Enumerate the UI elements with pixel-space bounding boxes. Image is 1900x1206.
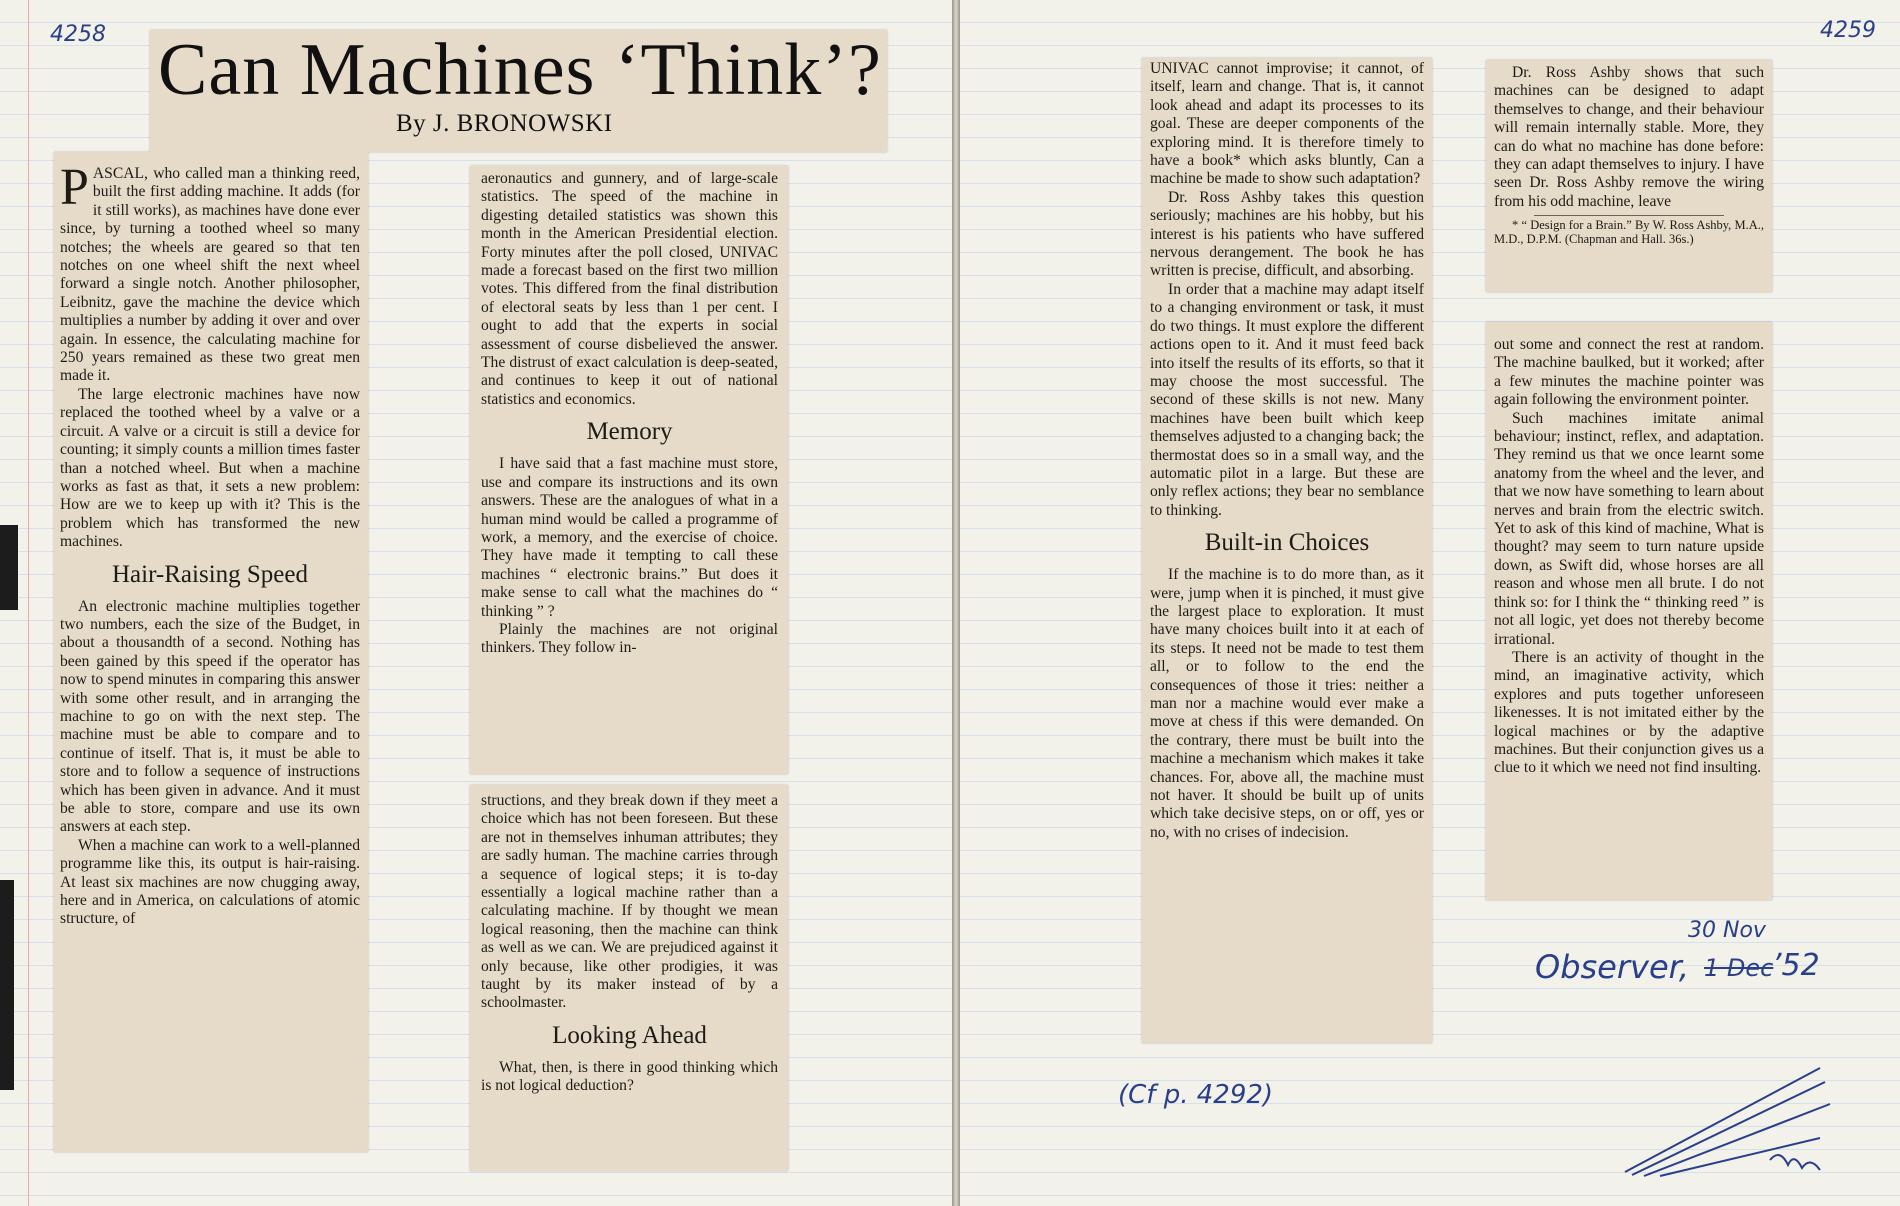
paragraph	[60, 159, 360, 386]
column-2-top	[481, 170, 778, 658]
right-page	[960, 0, 1900, 1206]
paragraph: What, then, is there in good thinking which is not logical deduction?	[481, 1058, 778, 1095]
paragraph: UNIVAC cannot improvise; it cannot, of itself, learn and change. That is, it cannot look ahead and adapt its processes to its goal. These are deeper components of the exploring mind. It is therefore timely to have a book* which asks bluntly, Can a machine be made to show such adaptation?	[1150, 60, 1424, 188]
column-2-bottom	[481, 792, 778, 1096]
binding-tab	[0, 880, 14, 1090]
paragraph: Plainly the machines are not original thinkers. They follow in-	[481, 620, 778, 657]
article-title: Can Machines ‘Think’?	[158, 29, 882, 111]
paragraph: If the machine is to do more than, as it were, jump when it is pinched, it must give the largest place to exploration. It must have many choices built into it at each of its steps. It need not be made to test them all, or to follow to the end the consequences of those it tries: neither a man nor a machine would ever make a move at chess if this were demanded. On the contrary, there must be built into the machine a mechanism which makes it take chances. For, above all, the machine must not haver. It should be built up of units which take decisive steps, on or off, yes or no, with no crises of indecision.	[1150, 566, 1424, 841]
section-heading: Memory	[586, 418, 673, 446]
margin-rule	[28, 0, 29, 1206]
paragraph: Such machines imitate animal behaviour; instinct, reflex, and adaptation. They remind us that we once learnt some anatomy from the wheel and the lever, and that we now have something to learn about nerves and brain from the electric switch. Yet to ask of this kind of machine, What is thought? may seem to turn nature upside down, as Swift did, whose horses are all reason and whose men all brute. I do not think so: for I think the “ thinking reed ” is not all logic, yet does not thereby become irrational.	[1494, 409, 1764, 648]
paragraph: out some and connect the rest at random. The machine baulked, but it worked; after a few minutes the machine pointer was again following the environment pointer.	[1494, 336, 1764, 409]
paragraph: I have said that a fast machine must store, use and compare its instructions and its own answers. These are the analogues of what in a human mind would be called a programme of work, a memory, and the exercise of choice. They have made it tempting to call these machines “ electronic brains.” But does it make sense to call what the machines do “ thinking ” ?	[481, 455, 778, 620]
handwritten-year: ’52	[1772, 948, 1820, 983]
paragraph: aeronautics and gunnery, and of large-scale statistics. The speed of the machine in digesting detailed statistics was shown this month in the American Presidential election. Forty minutes after the poll closed, UNIVAC made a forecast based on the first two million votes. This differed from the final distribution of electoral seats by less than 1 per cent. I ought to add that the experts in social assessment of course disbelieved the answer. The distrust of exact calculation is deep-seated, and continues to keep it out of national statistics and economics.	[481, 170, 778, 408]
paragraph: structions, and they break down if they meet a choice which has not been foreseen. But these are not in themselves inhuman attributes; they are sadly human. The machine carries through a sequence of logical steps; it is to-day essentially a logical machine rather than a calculating machine. If by thought we mean logical reasoning, then the machine can think as well as we can. We are prejudiced against it only because, like other prodigies, it was taught by its maker instead of by a schoolmaster.	[481, 792, 778, 1012]
article-byline: By J. BRONOWSKI	[396, 110, 613, 137]
paragraph: There is an activity of thought in the mind, an imaginative activity, which explores and puts together unforeseen likenesses. It is not imitated either by the logical machines or by the adaptive machines. But their conjunction gives us a clue to it which we need not find insulting.	[1494, 648, 1764, 777]
clipping-joint	[150, 140, 368, 154]
footnote-rule	[1534, 215, 1724, 216]
paragraph: In order that a machine may adapt itself to a changing environment or task, it must do two things. It must explore the different actions open to it. And it must feed back into itself the results of its efforts, so that it may choose the most successful. The second of these skills is not new. Many machines have been built which keep themselves adjusted to a changing back; the thermostat does so in a small way, and the automatic pilot in a large. But these are only reflex actions; they bear no semblance to thinking.	[1150, 280, 1424, 519]
paragraph: When a machine can work to a well-planned programme like this, its output is hair-raising. At least six machines are now chugging away, here and in America, on calculations of atomic structure, of	[60, 836, 360, 928]
column-4-bottom	[1494, 336, 1764, 778]
handwritten-date-day: 30 Nov	[1688, 918, 1766, 943]
paragraph: Dr. Ross Ashby takes this question seriously; machines are his hobby, but his interest is his patients who have suffered nervous derangement. The book he has written is precise, difficult, and absorbing.	[1150, 188, 1424, 280]
handwritten-cross-reference: (Cf p. 4292)	[1118, 1080, 1274, 1110]
drop-cap: P	[60, 159, 89, 216]
column-1	[60, 159, 360, 929]
handwritten-source: Observer,	[1535, 948, 1690, 986]
paragraph-text: ASCAL, who called man a thinking reed, built the first adding machine. It adds (for it still works), as machines have done ever since, by turning a toothed wheel so many notches; the wheels are geared so that ten notches on one wheel shift the next wheel forward a single notch. Another philosopher, Leibnitz, gave the machine the device which multiplies a number by adding it over and over again. In essence, the calculating machine for 250 years remained as these two great men made it.	[60, 165, 360, 385]
section-heading: Looking Ahead	[552, 1021, 707, 1049]
column-4-top	[1494, 64, 1764, 246]
column-3	[1150, 60, 1424, 842]
book-gutter	[952, 0, 960, 1206]
section-heading: Built-in Choices	[1204, 529, 1370, 557]
paragraph: Dr. Ross Ashby shows that such machines can be designed to adapt themselves to change, and their behaviour will remain internally stable. More, they can do what no machine has done before: they can adapt themselves to injury. I have seen Dr. Ross Ashby remove the wiring from his odd machine, leave	[1494, 64, 1764, 210]
binding-tab	[0, 525, 18, 610]
signature-mark	[1620, 1060, 1840, 1180]
handwritten-struck-date: 1 Dec	[1704, 954, 1774, 982]
page-number-left: 4258	[50, 22, 106, 47]
page-number-right: 4259	[1820, 18, 1876, 43]
footnote: * “ Design for a Brain.” By W. Ross Ashby, M.A., M.D., D.P.M. (Chapman and Hall. 36s.)	[1494, 218, 1764, 247]
section-heading: Hair-Raising Speed	[112, 560, 308, 588]
paragraph: An electronic machine multiplies together two numbers, each the size of the Budget, in about a thousandth of a second. Nothing has been gained by this speed if the operator has now to spend minutes in comparing this answer with some other result, and in arranging the machine to go on with the next step. The machine must be able to compare and to continue of itself. That is, it must be able to store and to follow a sequence of instructions which has been given in advance. And it must be able to store, compare and use its own answers at each step.	[60, 597, 360, 836]
paragraph: The large electronic machines have now replaced the toothed wheel by a valve or a circuit. A valve or a circuit is still a device for counting; it simply counts a million times faster than a notched wheel. But when a machine works as fast as that, it sets a new problem: How are we to keep up with it? This is the problem which has transformed the new machines.	[60, 385, 360, 551]
